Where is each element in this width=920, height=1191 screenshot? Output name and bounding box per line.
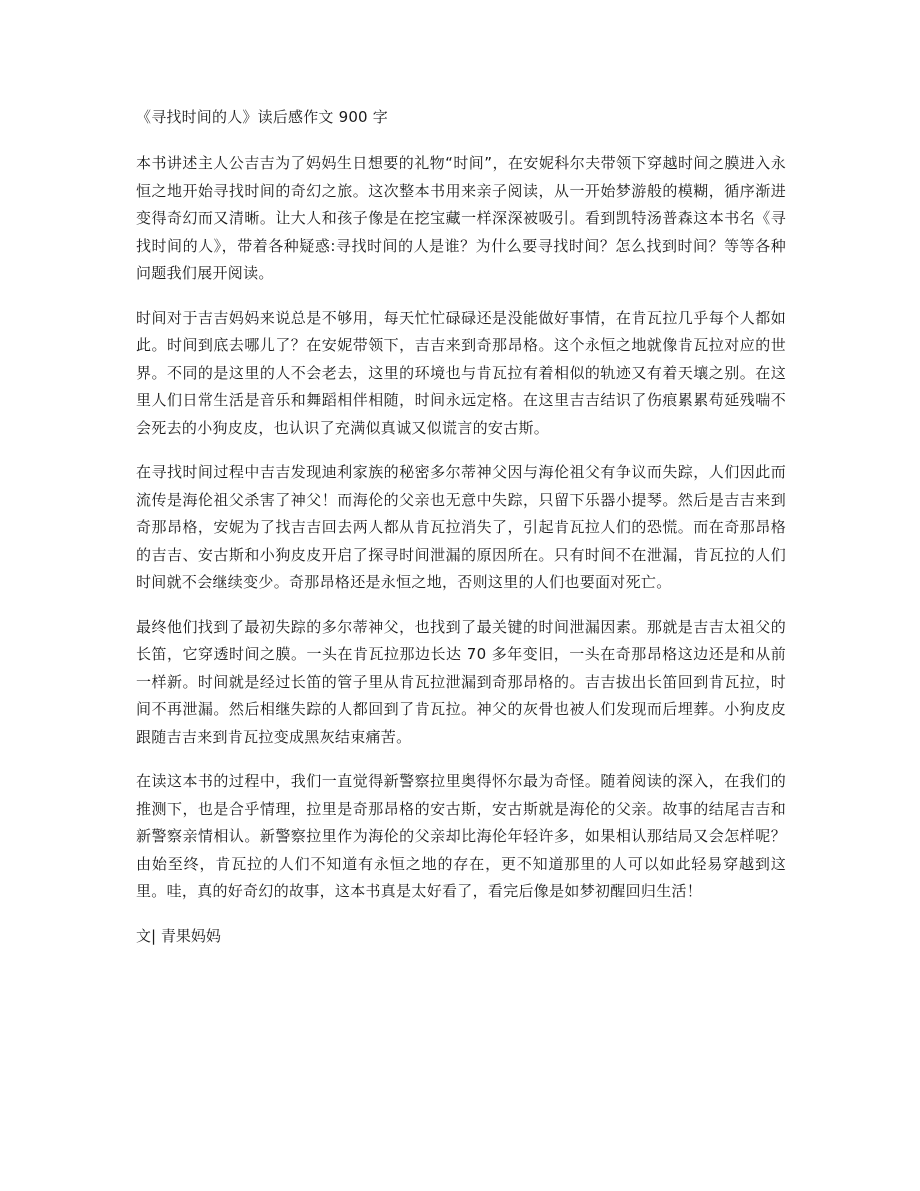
document-title: 《寻找时间的人》读后感作文 900 字 — [136, 108, 388, 126]
paragraph-2: 时间对于吉吉妈妈来说总是不够用，每天忙忙碌碌还是没能做好事情，在肯瓦拉几乎每个人都如此。时间到底去哪儿了？在安妮带领下，吉吉来到奇那昂格。这个永恒之地就像肯瓦拉对应的世界。不同的是这里的人不会老去，这里的环境也与肯瓦拉有着相似的轨迹又有着天壤之别。在这里人们日常生活是音乐和舞蹈相伴相随，时间永远定格。在这里吉吉结识了伤痕累累苟延残喘不会死去的小狗皮皮，也认识了充满似真诚又似谎言的安古斯。 — [136, 308, 786, 437]
document-page — [136, 104, 786, 949]
paragraph-4: 最终他们找到了最初失踪的多尔蒂神父，也找到了最关键的时间泄漏因素。那就是吉吉太祖父的长笛，它穿透时间之膜。一头在肯瓦拉那边长达 70 多年变旧，一头在奇那昂格这边还是和从前一样新。时间就是经过长笛的管子里从肯瓦拉泄漏到奇那昂格的。吉吉拔出长笛回到肯瓦拉，时间不再泄漏。然后相继失踪的人都回到了肯瓦拉。神父的灰骨也被人们发现而后埋葬。小狗皮皮跟随吉吉来到肯瓦拉变成黑灰结束痛苦。 — [136, 617, 786, 746]
paragraph-1: 本书讲述主人公吉吉为了妈妈生日想要的礼物“时间”，在安妮科尔夫带领下穿越时间之膜进入永恒之地开始寻找时间的奇幻之旅。这次整本书用来亲子阅读，从一开始梦游般的模糊，循序渐进变得奇幻而又清晰。让大人和孩子像是在挖宝藏一样深深被吸引。看到凯特汤普森这本书名《寻找时间的人》，带着各种疑惑:寻找时间的人是谁？为什么要寻找时间？怎么找到时间？等等各种问题我们展开阅读。 — [136, 154, 786, 282]
paragraph-5: 在读这本书的过程中，我们一直觉得新警察拉里奥得怀尔最为奇怪。随着阅读的深入，在我们的推测下，也是合乎情理，拉里是奇那昂格的安古斯，安古斯就是海伦的父亲。故事的结尾吉吉和新警察亲情相认。新警察拉里作为海伦的父亲却比海伦年轻许多，如果相认那结局又会怎样呢？由始至终，肯瓦拉的人们不知道有永恒之地的存在，更不知道那里的人可以如此轻易穿越到这里。哇，真的好奇幻的故事，这本书真是太好看了，看完后像是如梦初醒回归生活！ — [136, 772, 786, 900]
author-signature: 文| 青果妈妈 — [136, 926, 221, 945]
paragraph-3: 在寻找时间过程中吉吉发现迪利家族的秘密多尔蒂神父因与海伦祖父有争议而失踪，人们因此而流传是海伦祖父杀害了神父！而海伦的父亲也无意中失踪，只留下乐器小提琴。然后是吉吉来到奇那昂格，安妮为了找吉吉回去两人都从肯瓦拉消失了，引起肯瓦拉人们的恐慌。而在奇那昂格的吉吉、安古斯和小狗皮皮开启了探寻时间泄漏的原因所在。只有时间不在泄漏，肯瓦拉的人们时间就不会继续变少。奇那昂格还是永恒之地，否则这里的人们也要面对死亡。 — [136, 463, 786, 591]
